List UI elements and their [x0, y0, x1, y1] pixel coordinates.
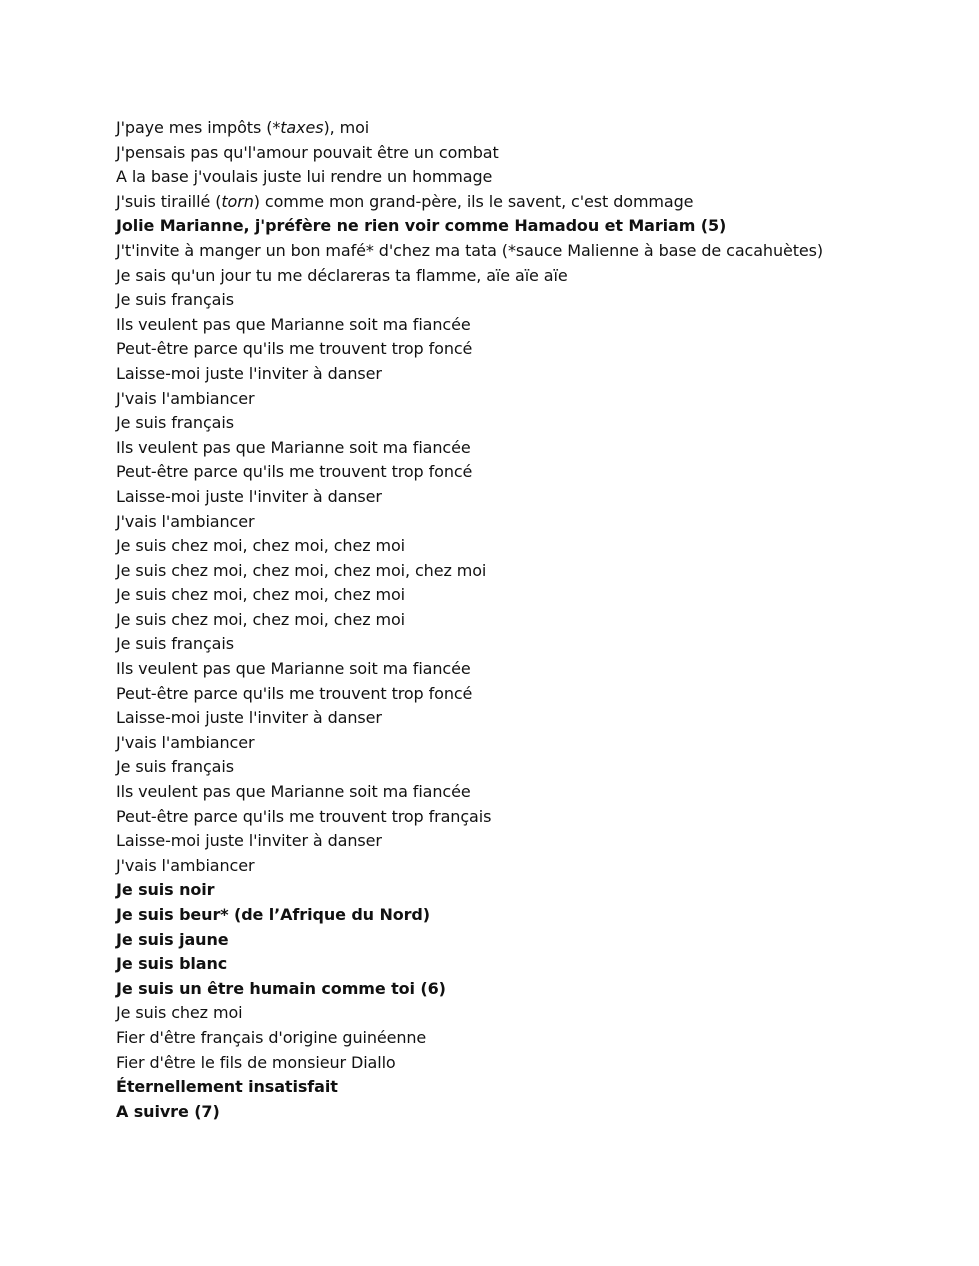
- lyric-text: Je suis un être humain comme toi (6): [116, 978, 446, 998]
- lyric-text: Laisse-moi juste l'inviter à danser: [116, 708, 382, 728]
- lyric-text: Je suis français: [116, 757, 234, 777]
- lyric-text: Je suis chez moi: [116, 1003, 243, 1023]
- lyric-line: [116, 387, 956, 412]
- lyric-text: Peut-être parce qu'ils me trouvent trop français: [116, 806, 492, 826]
- lyric-text: Fier d'être le fils de monsieur Diallo: [116, 1052, 396, 1072]
- lyric-line: [116, 608, 956, 633]
- lyric-line: [116, 141, 956, 166]
- lyric-line: [116, 313, 956, 338]
- lyric-line: [116, 264, 956, 289]
- lyric-text: Ils veulent pas que Marianne soit ma fiancée: [116, 437, 471, 457]
- lyric-text: Laisse-moi juste l'inviter à danser: [116, 486, 382, 506]
- lyric-text: Peut-être parce qu'ils me trouvent trop foncé: [116, 339, 473, 359]
- lyric-text: Ils veulent pas que Marianne soit ma fiancée: [116, 659, 471, 679]
- lyric-text: Peut-être parce qu'ils me trouvent trop foncé: [116, 462, 473, 482]
- lyric-line: [116, 854, 956, 879]
- lyric-line: [116, 1001, 956, 1026]
- lyric-line: [116, 632, 956, 657]
- lyric-text: Je suis jaune: [116, 929, 229, 949]
- lyric-text: J'vais l'ambiancer: [116, 855, 255, 875]
- lyric-text: J't'invite à manger un bon mafé* d'chez ma tata (*sauce Malienne à base de cacahuètes): [116, 240, 824, 260]
- lyric-line: [116, 436, 956, 461]
- lyric-line: [116, 755, 956, 780]
- lyric-italic-text: torn: [221, 191, 254, 211]
- lyric-line: [116, 780, 956, 805]
- lyric-text: J'paye mes impôts (*: [116, 118, 281, 137]
- lyric-text: Ils veulent pas que Marianne soit ma fiancée: [116, 314, 471, 334]
- lyric-line: [116, 928, 956, 953]
- lyric-line: [116, 1026, 956, 1051]
- lyric-line: [116, 116, 956, 141]
- lyric-line: [116, 460, 956, 485]
- lyric-text: ) comme mon grand-père, ils le savent, c'est dommage: [253, 191, 694, 211]
- lyric-text: J'vais l'ambiancer: [116, 388, 255, 408]
- lyric-text: Fier d'être français d'origine guinéenne: [116, 1027, 427, 1047]
- lyric-line: [116, 1075, 956, 1100]
- lyric-line: [116, 682, 956, 707]
- lyric-line: [116, 362, 956, 387]
- lyric-text: Laisse-moi juste l'inviter à danser: [116, 831, 382, 851]
- lyric-text: J'pensais pas qu'l'amour pouvait être un combat: [116, 142, 499, 162]
- lyric-text: Je suis français: [116, 413, 234, 433]
- lyric-line: [116, 190, 956, 215]
- lyric-text: J'vais l'ambiancer: [116, 511, 255, 531]
- lyric-text: Je suis chez moi, chez moi, chez moi, chez moi: [116, 560, 487, 580]
- lyric-line: [116, 878, 956, 903]
- lyric-text: Je suis beur* (de l’Afrique du Nord): [116, 905, 430, 924]
- lyric-line: [116, 657, 956, 682]
- lyric-text: Je suis français: [116, 634, 234, 654]
- lyric-line: [116, 337, 956, 362]
- lyric-text: Éternellement insatisfait: [116, 1077, 338, 1097]
- lyric-line: [116, 731, 956, 756]
- lyrics-text-block: [116, 116, 956, 1124]
- lyric-line: [116, 485, 956, 510]
- lyric-italic-text: taxes: [280, 118, 324, 137]
- lyric-text: Laisse-moi juste l'inviter à danser: [116, 363, 382, 383]
- lyric-line: [116, 1100, 956, 1125]
- lyric-text: Peut-être parce qu'ils me trouvent trop foncé: [116, 683, 473, 703]
- lyric-line: [116, 559, 956, 584]
- lyric-line: [116, 1051, 956, 1076]
- lyric-text: Je suis chez moi, chez moi, chez moi: [116, 536, 405, 556]
- lyric-text: J'suis tiraillé (: [116, 191, 222, 211]
- lyric-line: [116, 214, 956, 239]
- lyric-line: [116, 952, 956, 977]
- lyric-text: A suivre (7): [116, 1101, 220, 1121]
- lyric-text: Jolie Marianne, j'préfère ne rien voir comme Hamadou et Mariam (5): [116, 216, 727, 236]
- lyric-text: Je suis blanc: [116, 954, 228, 974]
- lyric-line: [116, 977, 956, 1002]
- lyric-text: Je sais qu'un jour tu me déclareras ta flamme, aïe aïe aïe: [116, 265, 568, 285]
- lyric-line: [116, 411, 956, 436]
- lyric-line: [116, 165, 956, 190]
- lyric-text: A la base j'voulais juste lui rendre un hommage: [116, 167, 493, 187]
- lyric-line: [116, 903, 956, 928]
- lyric-line: [116, 534, 956, 559]
- lyric-text: Ils veulent pas que Marianne soit ma fiancée: [116, 782, 471, 802]
- lyric-text: J'vais l'ambiancer: [116, 732, 255, 752]
- lyric-line: [116, 288, 956, 313]
- lyric-line: [116, 706, 956, 731]
- lyric-text: ), moi: [323, 118, 370, 137]
- lyric-line: [116, 829, 956, 854]
- lyric-line: [116, 583, 956, 608]
- lyric-text: Je suis chez moi, chez moi, chez moi: [116, 585, 405, 605]
- lyric-text: Je suis chez moi, chez moi, chez moi: [116, 609, 405, 629]
- lyric-text: Je suis noir: [116, 880, 215, 900]
- lyric-line: [116, 239, 956, 264]
- lyric-line: [116, 805, 956, 830]
- lyric-text: Je suis français: [116, 290, 234, 310]
- lyric-line: [116, 510, 956, 535]
